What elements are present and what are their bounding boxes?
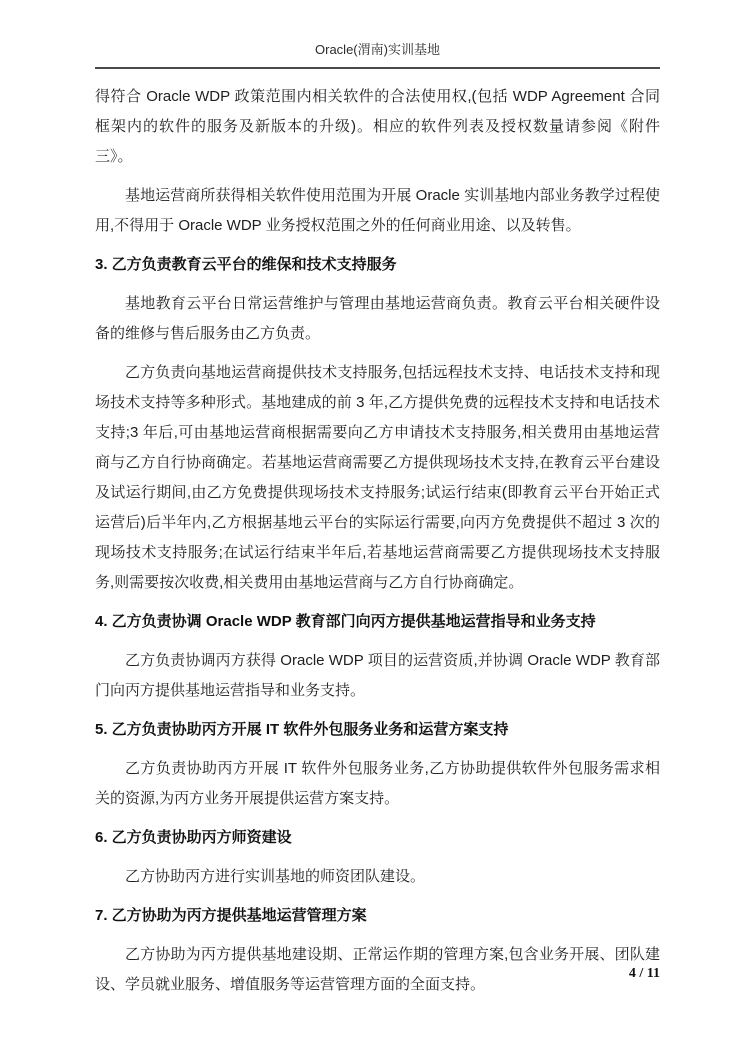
page-footer xyxy=(629,966,660,982)
heading-section-5: 5. 乙方负责协助丙方开展 IT 软件外包服务业务和运营方案支持 xyxy=(95,721,509,738)
page-number: 4 / 11 xyxy=(628,966,660,981)
paragraph-wdp-coordination: 乙方负责协调丙方获得 Oracle WDP 项目的运营资质,并协调 Oracle WDP 教育部门向丙方提供基地运营指导和业务支持。 xyxy=(95,652,660,699)
heading-section-6: 6. 乙方负责协助丙方师资建设 xyxy=(95,829,292,846)
paragraph-operation-management-plan: 乙方协助为丙方提供基地建设期、正常运作期的管理方案,包含业务开展、团队建设、学员就业服务、增值服务等运营管理方面的全面支持。 xyxy=(95,946,660,993)
paragraph-software-usage-scope: 基地运营商所获得相关软件使用范围为开展 Oracle 实训基地内部业务教学过程使用,不得用于 Oracle WDP 业务授权范围之外的任何商业用途、以及转售。 xyxy=(95,187,660,234)
paragraph-continuation: 得符合 Oracle WDP 政策范围内相关软件的合法使用权,(包括 WDP Agreement 合同框架内的软件的服务及新版本的升级)。相应的软件列表及授权数量请参阅《附件三》。 xyxy=(95,88,660,165)
paragraph-technical-support-details: 乙方负责向基地运营商提供技术支持服务,包括远程技术支持、电话技术支持和现场技术支持等多种形式。基地建成的前 3 年,乙方提供免费的远程技术支持和电话技术支持;3 年后,可由基地运营商根据需要向乙方申请技术支持服务,相关费用由基地运营商与乙方自行协商确定。若基地运营商需要乙方提供现场技术支持,在教育云平台建设及试运行期间,由乙方免费提供现场技术支持服务;试运行结束(即教育云平台开始正式运营后)后半年内,乙方根据基地云平台的实际运行需要,向丙方免费提供不超过 3 次的现场技术支持服务;在试运行结束半年后,若基地运营商需要乙方提供现场技术支持服务,则需要按次收费,相关费用由基地运营商与乙方自行协商确定。 xyxy=(95,364,660,591)
header-title: Oracle(渭南)实训基地 xyxy=(315,42,440,57)
paragraph-it-outsourcing-support: 乙方负责协助丙方开展 IT 软件外包服务业务,乙方协助提供软件外包服务需求相关的资源,为丙方业务开展提供运营方案支持。 xyxy=(95,760,660,807)
heading-section-3: 3. 乙方负责教育云平台的维保和技术支持服务 xyxy=(95,256,397,273)
heading-section-4: 4. 乙方负责协调 Oracle WDP 教育部门向丙方提供基地运营指导和业务支持 xyxy=(95,613,596,630)
paragraph-teacher-team-building: 乙方协助丙方进行实训基地的师资团队建设。 xyxy=(125,868,426,885)
heading-section-7: 7. 乙方协助为丙方提供基地运营管理方案 xyxy=(95,907,367,924)
document-body xyxy=(95,69,660,1000)
page-header xyxy=(95,40,660,69)
paragraph-cloud-platform-maintenance: 基地教育云平台日常运营维护与管理由基地运营商负责。教育云平台相关硬件设备的维修与售后服务由乙方负责。 xyxy=(95,295,660,342)
